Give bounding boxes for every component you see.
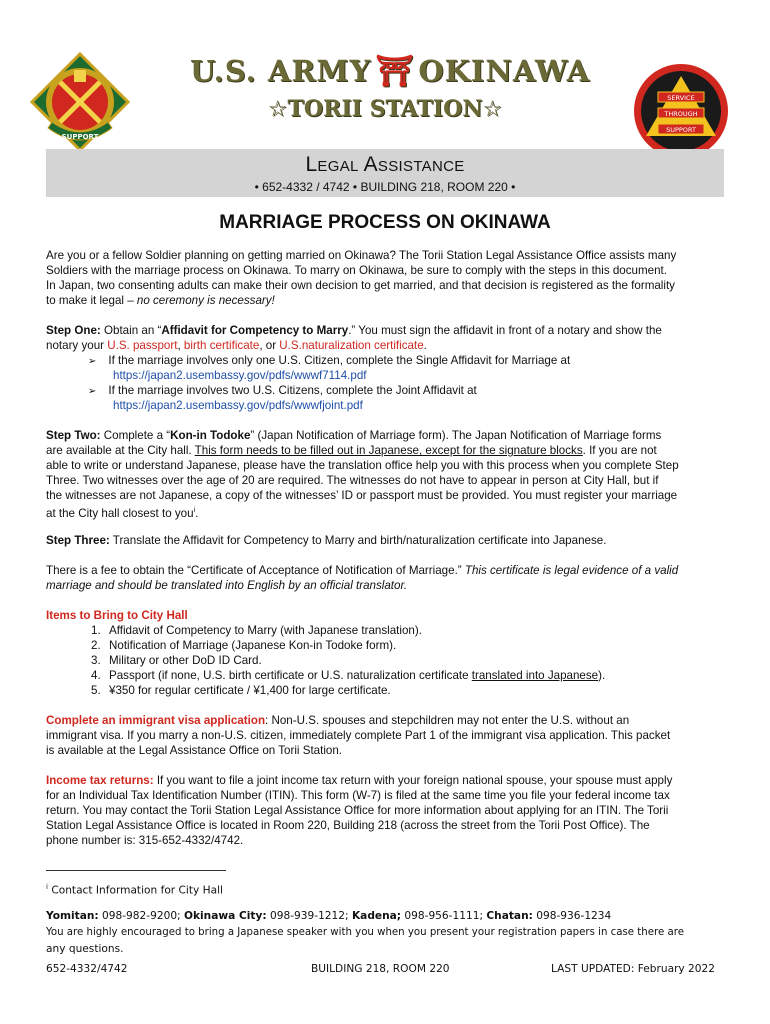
list-number: 5. bbox=[91, 684, 101, 697]
sustainment-insignia-left bbox=[30, 52, 130, 152]
intro-line-1: Are you or a fellow Soldier planning on getting married on Okinawa? The Torii Station Legal Assistance Office assists many bbox=[46, 249, 677, 262]
banner-subtitle: • 652-4332 / 4742 • BUILDING 218, ROOM 220 • bbox=[254, 180, 516, 194]
header-subtitle-text: TORII STATION bbox=[287, 96, 483, 122]
okinawa-city-label: Okinawa City: bbox=[184, 910, 267, 922]
step-two-text: ” (Japan Notification of Marriage form). The Japan Notification of Marriage forms bbox=[250, 429, 662, 442]
list-text: Affidavit of Competency to Marry (with Japanese translation). bbox=[109, 624, 422, 637]
yomitan-label: Yomitan: bbox=[46, 910, 99, 922]
step-one-text: Obtain an “ bbox=[100, 324, 162, 337]
intro-line-3: In Japan, two consenting adults can make their own decision to get married, and that decision is registered as the formality bbox=[46, 279, 675, 292]
step-one-text: .” You must sign the affidavit in front of a notary and show the bbox=[348, 324, 662, 337]
visa-line-1 bbox=[46, 713, 726, 728]
footnote-marker: i bbox=[46, 883, 48, 891]
step-two-line-4: Three. Two witnesses over the age of 20 are required. The witnesses do not have to appear in person at City Hall, but if bbox=[46, 474, 659, 487]
list-number: 1. bbox=[91, 624, 101, 637]
footer-building: BUILDING 218, ROOM 220 bbox=[311, 963, 450, 975]
right-seal-text-1: SERVICE bbox=[667, 94, 695, 102]
list-item bbox=[91, 623, 711, 638]
service-through-support-insignia-right bbox=[632, 62, 730, 160]
chatan-phone: 098-936-1234 bbox=[532, 910, 612, 922]
arrow-bullet-icon: ➢ bbox=[88, 386, 97, 397]
fee-text: There is a fee to obtain the “Certificate of Acceptance of Notification of Marriage.” bbox=[46, 564, 465, 577]
intro-text: to make it legal – bbox=[46, 294, 137, 307]
tax-line-1 bbox=[46, 773, 726, 788]
step-one-line-1 bbox=[46, 323, 726, 338]
visa-line-3: is available at the Legal Assistance Office on Torii Station. bbox=[46, 744, 343, 757]
birth-certificate-link: birth certificate bbox=[183, 339, 260, 352]
step-two-text: Complete a “ bbox=[100, 429, 171, 442]
step-one-bullet-1 bbox=[88, 353, 728, 369]
step-one-bullet-2 bbox=[88, 383, 728, 399]
list-text: Passport (if none, U.S. birth certificate or U.S. naturalization certificate bbox=[109, 669, 472, 682]
list-item bbox=[91, 683, 711, 698]
tax-text: If you want to file a joint income tax return with your foreign national spouse, your spouse must apply bbox=[153, 774, 673, 787]
list-number: 3. bbox=[91, 654, 101, 667]
japanese-requirement: This form needs to be filled out in Japanese, except for the signature blocks bbox=[194, 444, 583, 457]
yomitan-phone: 098-982-9200; bbox=[98, 910, 184, 922]
footer-last-updated: LAST UPDATED: February 2022 bbox=[551, 963, 716, 975]
intro-line-4 bbox=[46, 293, 726, 308]
items-list bbox=[91, 623, 711, 698]
footer-phone: 652-4332/4742 bbox=[46, 963, 128, 975]
okinawa-city-phone: 098-939-1212; bbox=[266, 910, 352, 922]
tax-line-5: phone number is: 315-652-4332/4742. bbox=[46, 834, 244, 847]
footnote-divider bbox=[46, 870, 226, 871]
list-number: 2. bbox=[91, 639, 101, 652]
naturalization-certificate-link: U.S.naturalization certificate bbox=[279, 339, 424, 352]
step-two-label: Step Two: bbox=[46, 429, 101, 442]
step-two-text: are available at the City hall. bbox=[46, 444, 195, 457]
list-underline: translated into Japanese bbox=[471, 669, 599, 682]
list-text: Military or other DoD ID Card. bbox=[109, 654, 262, 667]
fee-line-2: marriage and should be translated into English by an official translator. bbox=[46, 579, 408, 592]
header-title-left: U.S. ARMY bbox=[190, 54, 372, 88]
step-two-line-5: the witnesses are not Japanese, a copy of the witnesses’ ID or passport must be provided. You must register your marriage bbox=[46, 489, 678, 502]
chatan-label: Chatan: bbox=[486, 910, 533, 922]
footnote-title-text: Contact Information for City Hall bbox=[47, 884, 224, 897]
footnote-line-2: You are highly encouraged to bring a Japanese speaker with you when you present your registration papers in case there are bbox=[46, 927, 684, 938]
star-icon: ☆ bbox=[482, 97, 503, 122]
step-three-label: Step Three: bbox=[46, 534, 110, 547]
banner-title: Legal Assistance bbox=[305, 153, 465, 176]
star-icon: ☆ bbox=[267, 97, 288, 122]
step-two-text: . bbox=[195, 506, 199, 520]
step-two-line-1 bbox=[46, 428, 726, 443]
visa-label: Complete an immigrant visa application bbox=[46, 714, 266, 727]
arrow-bullet-icon: ➢ bbox=[88, 356, 97, 367]
step-one-text: , bbox=[177, 339, 184, 352]
left-seal-text: SUPPORT bbox=[61, 133, 99, 141]
step-one-text: notary your bbox=[46, 339, 108, 352]
torii-gate-icon: ⛩ bbox=[375, 54, 415, 89]
joint-affidavit-url[interactable]: https://japan2.usembassy.gov/pdfs/wwwfjoint.pdf bbox=[113, 399, 363, 412]
document-title: MARRIAGE PROCESS ON OKINAWA bbox=[219, 212, 551, 233]
list-text: ). bbox=[598, 669, 606, 682]
header-subtitle bbox=[250, 96, 520, 122]
right-seal-text-3: SUPPORT bbox=[666, 126, 696, 134]
passport-link: U.S. passport bbox=[107, 339, 178, 352]
items-heading: Items to Bring to City Hall bbox=[46, 609, 188, 622]
intro-emphasis: no ceremony is necessary! bbox=[136, 294, 275, 307]
footnote-line-3: any questions. bbox=[46, 943, 124, 955]
step-two-line-6 bbox=[46, 503, 726, 521]
header-title-right: OKINAWA bbox=[418, 54, 591, 88]
bullet-text: If the marriage involves two U.S. Citizens, complete the Joint Affidavit at bbox=[108, 384, 477, 397]
list-text: Notification of Marriage (Japanese Kon-in Todoke form). bbox=[109, 639, 397, 652]
step-two-line-3: able to write or understand Japanese, please have the translation office help you with this process when you complete Step bbox=[46, 459, 679, 472]
list-number: 4. bbox=[91, 669, 101, 682]
tax-line-2: for an Individual Tax Identification Number (ITIN). This form (W-7) is filed at the same time you file your federal income tax bbox=[46, 789, 670, 802]
list-item bbox=[91, 653, 711, 668]
single-affidavit-url[interactable]: https://japan2.usembassy.gov/pdfs/wwwf7114.pdf bbox=[113, 369, 367, 382]
kon-in-todoke-name: Kon-in Todoke bbox=[170, 429, 251, 442]
header-title bbox=[190, 54, 591, 89]
footnote-reference[interactable]: i bbox=[193, 507, 196, 514]
tax-label: Income tax returns: bbox=[46, 774, 154, 787]
fee-line-1 bbox=[46, 563, 726, 578]
intro-line-2: Soldiers with the marriage process on Okinawa. To marry on Okinawa, be sure to comply with the steps in this document. bbox=[46, 264, 667, 277]
visa-text: : Non-U.S. spouses and stepchildren may not enter the U.S. without an bbox=[265, 714, 630, 727]
right-seal-text-2: THROUGH bbox=[664, 110, 698, 118]
visa-line-2: immigrant visa. If you marry a non-U.S. citizen, immediately complete Part 1 of the immigrant visa application. This packet bbox=[46, 729, 671, 742]
kadena-label: Kadena; bbox=[351, 910, 402, 922]
list-text: ¥350 for regular certificate / ¥1,400 for large certificate. bbox=[109, 684, 391, 697]
kadena-phone: 098-956-1111; bbox=[401, 910, 487, 922]
step-one-text: . bbox=[423, 339, 427, 352]
tax-line-3: return. You may contact the Torii Station Legal Assistance Office for more information about applying for an ITIN. The Torii bbox=[46, 804, 669, 817]
step-three-line bbox=[46, 533, 726, 548]
list-item bbox=[91, 638, 711, 653]
step-two-text: . If you are not bbox=[582, 444, 657, 457]
city-hall-contacts bbox=[46, 908, 726, 924]
affidavit-name: Affidavit for Competency to Marry bbox=[161, 324, 349, 337]
step-one-line-2 bbox=[46, 338, 726, 353]
step-one-label: Step One: bbox=[46, 324, 101, 337]
step-three-text: Translate the Affidavit for Competency to Marry and birth/naturalization certificate into Japanese. bbox=[109, 534, 607, 547]
bullet-text: If the marriage involves only one U.S. Citizen, complete the Single Affidavit for Marriage at bbox=[108, 354, 571, 367]
tax-line-4: Station Legal Assistance Office is located in Room 220, Building 218 (across the street from the Torii Post Office). The bbox=[46, 819, 650, 832]
step-one-text: , or bbox=[259, 339, 280, 352]
footnote-title bbox=[46, 879, 726, 899]
fee-emphasis: This certificate is legal evidence of a valid bbox=[464, 564, 679, 577]
list-item bbox=[91, 668, 711, 683]
step-two-text: at the City hall closest to you bbox=[46, 506, 194, 520]
step-two-line-2 bbox=[46, 443, 726, 458]
